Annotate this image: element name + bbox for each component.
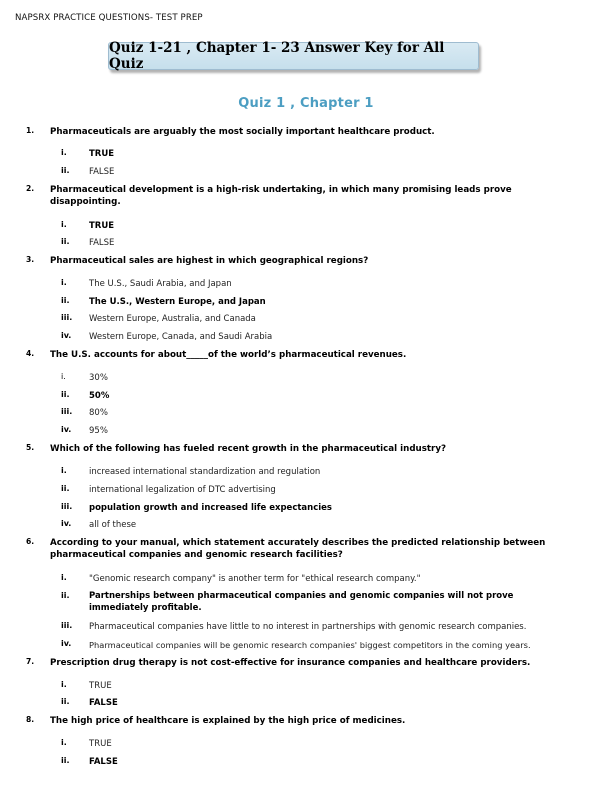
option-text-correct: 50% xyxy=(89,391,110,401)
option-number: ii. xyxy=(61,237,70,246)
answer-option xyxy=(0,166,612,178)
option-number: i. xyxy=(61,220,67,229)
question-number: 2. xyxy=(26,184,35,193)
option-text-correct: TRUE xyxy=(89,221,115,231)
option-number: ii. xyxy=(61,484,70,493)
question-number: 1. xyxy=(26,126,35,135)
option-number: ii. xyxy=(61,296,70,305)
option-text: all of these xyxy=(89,520,137,530)
option-text: Western Europe, Canada, and Saudi Arabia xyxy=(89,332,273,342)
option-text: Western Europe, Australia, and Canada xyxy=(89,314,256,324)
question-text: The U.S. accounts for about_____of the world’s pharmaceutical revenues. xyxy=(50,350,407,360)
option-text: 95% xyxy=(89,426,108,436)
answer-option xyxy=(0,466,612,478)
option-text-correct: FALSE xyxy=(89,698,118,708)
question-number: 4. xyxy=(26,349,35,358)
question-text: Pharmaceuticals are arguably the most socially important healthcare product. xyxy=(50,127,435,137)
question-number: 3. xyxy=(26,255,35,264)
answer-option xyxy=(0,756,612,768)
option-number: i. xyxy=(61,466,67,475)
option-text-correct: FALSE xyxy=(89,757,118,767)
option-text: increased international standardization and regulation xyxy=(89,467,321,477)
answer-option xyxy=(0,220,612,232)
option-number: ii. xyxy=(61,591,70,600)
option-number: i. xyxy=(61,738,67,747)
option-number: ii. xyxy=(61,697,70,706)
answer-option xyxy=(0,390,612,402)
option-number: iv. xyxy=(61,519,72,528)
question-text: Pharmaceutical sales are highest in which geographical regions? xyxy=(50,256,369,266)
question-text: Which of the following has fueled recent growth in the pharmaceutical industry? xyxy=(50,444,447,454)
option-number: iii. xyxy=(61,621,73,630)
answer-option xyxy=(0,278,612,290)
question-text: Pharmaceutical development is a high-risk undertaking, in which many promising leads prove disappointing. xyxy=(50,185,512,207)
option-number: i. xyxy=(61,573,67,582)
option-text: international legalization of DTC advertising xyxy=(89,485,276,495)
page-header-label: NAPSRX PRACTICE QUESTIONS- TEST PREP xyxy=(15,13,203,23)
answer-option xyxy=(0,148,612,160)
option-text-correct: population growth and increased life expectancies xyxy=(89,503,332,513)
answer-option xyxy=(0,519,612,531)
answer-option xyxy=(0,407,612,419)
question-number: 8. xyxy=(26,715,35,724)
answer-option xyxy=(0,372,612,384)
option-text-correct: Partnerships between pharmaceutical companies and genomic companies will not prove immediately profitable. xyxy=(89,591,514,613)
option-number: i. xyxy=(61,148,67,157)
option-number: ii. xyxy=(61,756,70,765)
page-title: Quiz 1-21 , Chapter 1- 23 Answer Key for All Quiz xyxy=(108,42,479,70)
question-text: The high price of healthcare is explained by the high price of medicines. xyxy=(50,716,406,726)
option-text: 80% xyxy=(89,408,108,418)
answer-option xyxy=(0,697,612,709)
option-number: iv. xyxy=(61,425,72,434)
answer-option xyxy=(0,484,612,496)
option-text: FALSE xyxy=(89,167,115,177)
option-text: FALSE xyxy=(89,238,115,248)
option-text-correct: The U.S., Western Europe, and Japan xyxy=(89,297,266,307)
answer-option xyxy=(0,573,612,585)
question-number: 6. xyxy=(26,537,35,546)
answer-option xyxy=(0,680,612,692)
answer-option xyxy=(0,237,612,249)
option-number: iii. xyxy=(61,407,73,416)
option-text: 30% xyxy=(89,373,108,383)
option-text: Pharmaceutical companies have little to no interest in partnerships with genomic research companies. xyxy=(89,622,527,632)
option-text: TRUE xyxy=(89,739,112,749)
option-text-correct: TRUE xyxy=(89,149,115,159)
option-number: iii. xyxy=(61,313,73,322)
answer-option xyxy=(0,621,612,633)
option-text: Pharmaceutical companies will be genomic research companies' biggest competitors in the coming years. xyxy=(89,640,531,650)
answer-option xyxy=(0,425,612,437)
option-number: i. xyxy=(61,680,67,689)
question-number: 7. xyxy=(26,657,35,666)
option-number: i. xyxy=(61,278,67,287)
section-heading: Quiz 1 , Chapter 1 xyxy=(238,96,374,111)
question-number: 5. xyxy=(26,443,35,452)
option-text: TRUE xyxy=(89,681,112,691)
answer-option xyxy=(0,639,612,651)
answer-option xyxy=(0,591,612,615)
question-text: Prescription drug therapy is not cost-effective for insurance companies and healthcare providers. xyxy=(50,658,531,668)
option-number: i. xyxy=(61,372,66,381)
option-number: iv. xyxy=(61,639,72,648)
answer-option xyxy=(0,296,612,308)
answer-option xyxy=(0,502,612,514)
option-text: The U.S., Saudi Arabia, and Japan xyxy=(89,279,232,289)
option-text: "Genomic research company" is another term for "ethical research company." xyxy=(89,574,421,584)
answer-option xyxy=(0,738,612,750)
answer-option xyxy=(0,313,612,325)
option-number: ii. xyxy=(61,390,70,399)
question-text: According to your manual, which statement accurately describes the predicted relationship between pharmaceutical companies and genomic research facilities? xyxy=(50,538,546,560)
option-number: ii. xyxy=(61,166,70,175)
option-number: iii. xyxy=(61,502,73,511)
answer-option xyxy=(0,331,612,343)
option-number: iv. xyxy=(61,331,72,340)
